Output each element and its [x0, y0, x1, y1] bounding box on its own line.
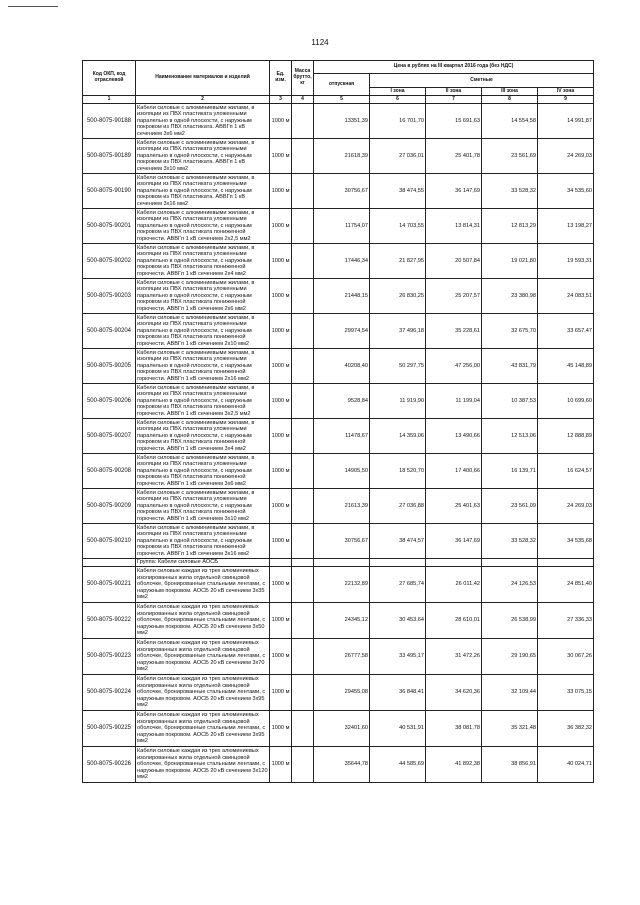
- price-zone2: 25 207,57: [426, 279, 482, 314]
- product-code: 500-8075-90202: [83, 244, 136, 279]
- product-name: Кабели силовые с алюминиевыми жилами, в изоляции из ПВХ пластиката уложенными паралельно в одной плоскости, с наружным покровом из ПВХ пластиката пониженной горючести. АВВГп 1 кВ сечением 3х10 мм2: [136, 489, 270, 524]
- header-zone4: IV зона: [538, 88, 594, 96]
- price-zone3: 32 675,70: [482, 314, 538, 349]
- column-index: 3: [270, 96, 292, 104]
- price-zone4: 36 382,32: [538, 711, 594, 747]
- product-name: Кабели силовые каждая из трех алюминиевых изолированных жила отдельной свинцовой оболочке, бронированные стальными лентами, с наружным покровом. АОСБ 20 кВ сечением 3х50 мм2: [136, 603, 270, 639]
- price-zone4: 24 083,51: [538, 279, 594, 314]
- group-empty-cell: [292, 559, 314, 567]
- price-zone4: 10 699,60: [538, 384, 594, 419]
- group-row: [83, 559, 594, 567]
- price-zone2: 25 401,78: [426, 139, 482, 174]
- price-zone3: 16 139,71: [482, 454, 538, 489]
- header-price: Цена в рублях на III квартал 2016 года (без НДС): [314, 61, 594, 74]
- mass-cell: [292, 567, 314, 603]
- price-zone3: 33 528,32: [482, 174, 538, 209]
- price-zone1: 14 703,55: [370, 209, 426, 244]
- mass-cell: [292, 244, 314, 279]
- column-index: 4: [292, 96, 314, 104]
- mass-cell: [292, 279, 314, 314]
- table-row: [83, 603, 594, 639]
- unit-cell: 1000 м: [270, 174, 292, 209]
- table-row: [83, 244, 594, 279]
- group-empty-cell: [426, 559, 482, 567]
- price-zone3: 19 021,80: [482, 244, 538, 279]
- unit-cell: 1000 м: [270, 314, 292, 349]
- price-zone1: 27 036,88: [370, 489, 426, 524]
- price-otpusk: 29974,54: [314, 314, 370, 349]
- price-zone4: 34 535,60: [538, 174, 594, 209]
- table-row: [83, 711, 594, 747]
- price-zone3: 23 380,98: [482, 279, 538, 314]
- price-otpusk: 11754,07: [314, 209, 370, 244]
- price-zone3: 43 831,79: [482, 349, 538, 384]
- product-name: Кабели силовые с алюминиевыми жилами, в изоляции из ПВХ пластиката уложенными паралельно в одной плоскости, с наружным покровом из ПВХ пластиката. АВВГп 1 кВ сечением 3х10 мм2: [136, 139, 270, 174]
- header-otpusk: отпускная: [314, 74, 370, 96]
- table-row: [83, 489, 594, 524]
- mass-cell: [292, 104, 314, 139]
- price-zone2: 28 610,01: [426, 603, 482, 639]
- unit-cell: 1000 м: [270, 639, 292, 675]
- product-name: Кабели силовые с алюминиевыми жилами, в изоляции из ПВХ пластиката уложенными паралельно в одной плоскости, с наружным покровом из ПВХ пластиката. АВВГп 1 кВ сечением 3х16 мм2: [136, 174, 270, 209]
- price-zone2: 17 400,66: [426, 454, 482, 489]
- product-name: Кабели силовые с алюминиевыми жилами, в изоляции из ПВХ пластиката уложенными паралельно в одной плоскости, с наружным покровом из ПВХ пластиката пониженной горючести. АВВГп 1 кВ сечением 3х4 мм2: [136, 419, 270, 454]
- unit-cell: 1000 м: [270, 419, 292, 454]
- price-zone3: 32 109,44: [482, 675, 538, 711]
- table-body-avvgp: [83, 104, 594, 559]
- product-code: 500-8075-90189: [83, 139, 136, 174]
- group-empty-cell: [270, 559, 292, 567]
- top-rule: [8, 6, 58, 7]
- header-name: Наименование материалов и изделий: [136, 61, 270, 96]
- mass-cell: [292, 603, 314, 639]
- price-zone2: 35 228,61: [426, 314, 482, 349]
- mass-cell: [292, 419, 314, 454]
- price-otpusk: 22132,89: [314, 567, 370, 603]
- table-row: [83, 314, 594, 349]
- table-row: [83, 639, 594, 675]
- group-section: [83, 559, 594, 567]
- price-zone3: 12 513,06: [482, 419, 538, 454]
- price-otpusk: 9528,84: [314, 384, 370, 419]
- product-name: Кабели силовые с алюминиевыми жилами, в изоляции из ПВХ пластиката уложенными паралельно в одной плоскости, с наружным покровом из ПВХ пластиката пониженной горючести. АВВГп 1 кВ сечением 2х2,5 мм2: [136, 209, 270, 244]
- header-zone3: III зона: [482, 88, 538, 96]
- mass-cell: [292, 711, 314, 747]
- unit-cell: 1000 м: [270, 384, 292, 419]
- price-zone1: 38 474,55: [370, 174, 426, 209]
- price-otpusk: 24345,12: [314, 603, 370, 639]
- unit-cell: 1000 м: [270, 747, 292, 783]
- price-zone1: 21 827,95: [370, 244, 426, 279]
- price-zone2: 36 147,69: [426, 174, 482, 209]
- price-zone1: 50 297,75: [370, 349, 426, 384]
- price-zone1: 14 359,06: [370, 419, 426, 454]
- unit-cell: 1000 м: [270, 454, 292, 489]
- product-name: Кабели силовые с алюминиевыми жилами, в изоляции из ПВХ пластиката уложенными паралельно в одной плоскости, с наружным покровом из ПВХ пластиката пониженной горючести. АВВГп 1 кВ сечением 3х2,5 мм2: [136, 384, 270, 419]
- column-index: 9: [538, 96, 594, 104]
- header-mass: Масса брутто, кг: [292, 61, 314, 96]
- product-name: Кабели силовые каждая из трех алюминиевых изолированных жила отдельной свинцовой оболочке, бронированные стальными лентами, с наружным покровом. АОСБ 20 кВ сечением 3х95 мм2: [136, 675, 270, 711]
- price-zone1: 38 474,57: [370, 524, 426, 559]
- price-zone1: 18 520,70: [370, 454, 426, 489]
- price-zone2: 31 472,26: [426, 639, 482, 675]
- unit-cell: 1000 м: [270, 209, 292, 244]
- price-zone4: 45 148,89: [538, 349, 594, 384]
- mass-cell: [292, 349, 314, 384]
- price-otpusk: 21448,15: [314, 279, 370, 314]
- product-name: Кабели силовые каждая из трех алюминиевых изолированных жила отдельной свинцовой оболочке, бронированные стальными лентами, с наружным покровом. АОСБ 20 кВ сечением 3х35 мм2: [136, 567, 270, 603]
- price-zone4: 24 851,40: [538, 567, 594, 603]
- product-code: 500-8075-90225: [83, 711, 136, 747]
- price-otpusk: 26777,58: [314, 639, 370, 675]
- price-zone4: 30 067,26: [538, 639, 594, 675]
- table-row: [83, 567, 594, 603]
- product-name: Кабели силовые с алюминиевыми жилами, в изоляции из ПВХ пластиката уложенными паралельно в одной плоскости, с наружным покровом из ПВХ пластиката пониженной горючести. АВВГп 1 кВ сечением 2х6 мм2: [136, 279, 270, 314]
- group-empty-cell: [314, 559, 370, 567]
- product-name: Кабели силовые с алюминиевыми жилами, в изоляции из ПВХ пластиката уложенными паралельно в одной плоскости, с наружным покровом из ПВХ пластиката пониженной горючести. АВВГп 1 кВ сечением 3х16 мм2: [136, 524, 270, 559]
- header-code: Код ОКП, код отраслевой: [83, 61, 136, 96]
- price-zone4: 40 024,71: [538, 747, 594, 783]
- price-zone4: 33 075,15: [538, 675, 594, 711]
- group-empty-cell: [370, 559, 426, 567]
- product-code: 500-8075-90222: [83, 603, 136, 639]
- table-row: [83, 279, 594, 314]
- unit-cell: 1000 м: [270, 279, 292, 314]
- price-zone4: 12 888,89: [538, 419, 594, 454]
- unit-cell: 1000 м: [270, 675, 292, 711]
- product-code: 500-8075-90205: [83, 349, 136, 384]
- unit-cell: 1000 м: [270, 489, 292, 524]
- mass-cell: [292, 675, 314, 711]
- table-row: [83, 174, 594, 209]
- price-zone1: 16 701,70: [370, 104, 426, 139]
- product-name: Кабели силовые каждая из трех алюминиевых изолированных жила отдельной свинцовой оболочке, бронированные стальными лентами, с наружным покровом. АОСБ 20 кВ сечением 3х70 мм2: [136, 639, 270, 675]
- price-otpusk: 13351,39: [314, 104, 370, 139]
- group-empty-cell: [482, 559, 538, 567]
- group-code-cell: [83, 559, 136, 567]
- price-zone4: 14 991,87: [538, 104, 594, 139]
- product-code: 500-8075-90209: [83, 489, 136, 524]
- price-zone1: 11 919,90: [370, 384, 426, 419]
- price-zone4: 13 198,27: [538, 209, 594, 244]
- product-code: 500-8075-90201: [83, 209, 136, 244]
- mass-cell: [292, 524, 314, 559]
- table-row: [83, 349, 594, 384]
- price-zone2: 25 401,63: [426, 489, 482, 524]
- unit-cell: 1000 м: [270, 244, 292, 279]
- price-zone1: 40 531,91: [370, 711, 426, 747]
- price-zone2: 41 892,38: [426, 747, 482, 783]
- product-name: Кабели силовые с алюминиевыми жилами, в изоляции из ПВХ пластиката уложенными паралельно в одной плоскости, с наружным покровом из ПВХ пластиката пониженной горючести. АВВГп 1 кВ сечением 2х4 мм2: [136, 244, 270, 279]
- table-row: [83, 454, 594, 489]
- column-index-row: [83, 96, 594, 104]
- table-row: [83, 419, 594, 454]
- price-otpusk: 32401,60: [314, 711, 370, 747]
- product-name: Кабели силовые с алюминиевыми жилами, в изоляции из ПВХ пластиката уложенными паралельно в одной плоскости, с наружным покровом из ПВХ пластиката пониженной горючести. АВВГп 1 кВ сечением 3х6 мм2: [136, 454, 270, 489]
- price-otpusk: 35644,78: [314, 747, 370, 783]
- price-zone2: 13 490,66: [426, 419, 482, 454]
- price-zone3: 12 813,29: [482, 209, 538, 244]
- price-otpusk: 29455,08: [314, 675, 370, 711]
- price-zone4: 19 593,31: [538, 244, 594, 279]
- product-code: 500-8075-90206: [83, 384, 136, 419]
- product-name: Кабели силовые каждая из трех алюминиевых изолированных жила отдельной свинцовой оболочке, бронированные стальными лентами, с наружным покровом. АОСБ 20 кВ сечением 3х120 мм2: [136, 747, 270, 783]
- unit-cell: 1000 м: [270, 524, 292, 559]
- price-zone2: 26 011,42: [426, 567, 482, 603]
- header-unit: Ед. изм.: [270, 61, 292, 96]
- price-zone1: 26 830,25: [370, 279, 426, 314]
- header-zone1: I зона: [370, 88, 426, 96]
- price-otpusk: 17446,34: [314, 244, 370, 279]
- column-index: 5: [314, 96, 370, 104]
- price-zone4: 16 624,57: [538, 454, 594, 489]
- product-code: 500-8075-90221: [83, 567, 136, 603]
- product-code: 500-8075-90203: [83, 279, 136, 314]
- column-index: 8: [482, 96, 538, 104]
- table-row: [83, 104, 594, 139]
- mass-cell: [292, 209, 314, 244]
- product-code: 500-8075-90204: [83, 314, 136, 349]
- price-otpusk: 11478,67: [314, 419, 370, 454]
- price-zone3: 38 856,91: [482, 747, 538, 783]
- price-zone3: 35 321,48: [482, 711, 538, 747]
- table-header: [83, 61, 594, 104]
- table-row: [83, 524, 594, 559]
- mass-cell: [292, 384, 314, 419]
- price-zone1: 27 685,74: [370, 567, 426, 603]
- mass-cell: [292, 747, 314, 783]
- price-zone4: 24 269,03: [538, 139, 594, 174]
- product-name: Кабели силовые каждая из трех алюминиевых изолированных жила отдельной свинцовой оболочке, бронированные стальными лентами, с наружным покровом. АОСБ 20 кВ сечением 3х95 мм2: [136, 711, 270, 747]
- price-otpusk: 21613,39: [314, 489, 370, 524]
- price-zone2: 34 620,36: [426, 675, 482, 711]
- product-name: Кабели силовые с алюминиевыми жилами, в изоляции из ПВХ пластиката уложенными паралельно в одной плоскости, с наружным покровом из ПВХ пластиката пониженной горючести. АВВГп 1 кВ сечением 2х16 мм2: [136, 349, 270, 384]
- price-zone3: 10 387,53: [482, 384, 538, 419]
- column-index: 7: [426, 96, 482, 104]
- price-otpusk: 40208,40: [314, 349, 370, 384]
- mass-cell: [292, 139, 314, 174]
- unit-cell: 1000 м: [270, 567, 292, 603]
- price-zone3: 14 554,58: [482, 104, 538, 139]
- mass-cell: [292, 454, 314, 489]
- product-code: 500-8075-90210: [83, 524, 136, 559]
- mass-cell: [292, 639, 314, 675]
- price-zone3: 23 561,09: [482, 489, 538, 524]
- header-zone2: II зона: [426, 88, 482, 96]
- price-zone2: 20 507,84: [426, 244, 482, 279]
- price-zone3: 24 126,53: [482, 567, 538, 603]
- product-name: Кабели силовые с алюминиевыми жилами, в изоляции из ПВХ пластиката уложенными паралельно в одной плоскости, с наружным покровом из ПВХ пластиката. АВВГп 1 кВ сечением 3х6 мм2: [136, 104, 270, 139]
- group-empty-cell: [538, 559, 594, 567]
- price-zone1: 33 495,17: [370, 639, 426, 675]
- price-otpusk: 30756,67: [314, 174, 370, 209]
- column-index: 2: [136, 96, 270, 104]
- price-zone1: 27 036,01: [370, 139, 426, 174]
- column-index: 1: [83, 96, 136, 104]
- price-zone2: 13 814,31: [426, 209, 482, 244]
- price-zone4: 27 336,33: [538, 603, 594, 639]
- unit-cell: 1000 м: [270, 104, 292, 139]
- price-zone4: 24 269,03: [538, 489, 594, 524]
- price-zone2: 47 256,00: [426, 349, 482, 384]
- product-code: 500-8075-90223: [83, 639, 136, 675]
- mass-cell: [292, 314, 314, 349]
- unit-cell: 1000 м: [270, 711, 292, 747]
- table-row: [83, 209, 594, 244]
- table-row: [83, 747, 594, 783]
- price-zone2: 11 199,04: [426, 384, 482, 419]
- table-body-aosb: [83, 567, 594, 783]
- unit-cell: 1000 м: [270, 603, 292, 639]
- price-zone4: 33 657,47: [538, 314, 594, 349]
- price-zone1: 36 848,41: [370, 675, 426, 711]
- price-zone1: 44 585,69: [370, 747, 426, 783]
- price-zone3: 23 561,69: [482, 139, 538, 174]
- product-code: 500-8075-90188: [83, 104, 136, 139]
- table-row: [83, 139, 594, 174]
- product-code: 500-8075-90226: [83, 747, 136, 783]
- price-otpusk: 21618,39: [314, 139, 370, 174]
- price-zone2: 38 081,78: [426, 711, 482, 747]
- unit-cell: 1000 м: [270, 349, 292, 384]
- product-code: 500-8075-90207: [83, 419, 136, 454]
- page-number: 1124: [311, 38, 329, 47]
- mass-cell: [292, 489, 314, 524]
- column-index: 6: [370, 96, 426, 104]
- price-zone3: 33 528,32: [482, 524, 538, 559]
- price-zone2: 15 691,63: [426, 104, 482, 139]
- price-zone3: 29 190,65: [482, 639, 538, 675]
- table-row: [83, 384, 594, 419]
- price-zone1: 37 496,18: [370, 314, 426, 349]
- header-smetnye: Сметные: [370, 74, 594, 88]
- price-zone2: 36 147,69: [426, 524, 482, 559]
- product-name: Кабели силовые с алюминиевыми жилами, в изоляции из ПВХ пластиката уложенными паралельно в одной плоскости, с наружным покровом из ПВХ пластиката пониженной горючести. АВВГп 1 кВ сечением 2х10 мм2: [136, 314, 270, 349]
- group-title: Группа: Кабели силовые АОСБ: [136, 559, 270, 567]
- product-code: 500-8075-90208: [83, 454, 136, 489]
- unit-cell: 1000 м: [270, 139, 292, 174]
- price-otpusk: 30756,67: [314, 524, 370, 559]
- price-otpusk: 14905,50: [314, 454, 370, 489]
- price-zone4: 34 535,68: [538, 524, 594, 559]
- price-zone1: 30 453,64: [370, 603, 426, 639]
- product-code: 500-8075-90224: [83, 675, 136, 711]
- product-code: 500-8075-90190: [83, 174, 136, 209]
- table-row: [83, 675, 594, 711]
- price-table: [82, 60, 594, 783]
- price-zone3: 26 538,99: [482, 603, 538, 639]
- mass-cell: [292, 174, 314, 209]
